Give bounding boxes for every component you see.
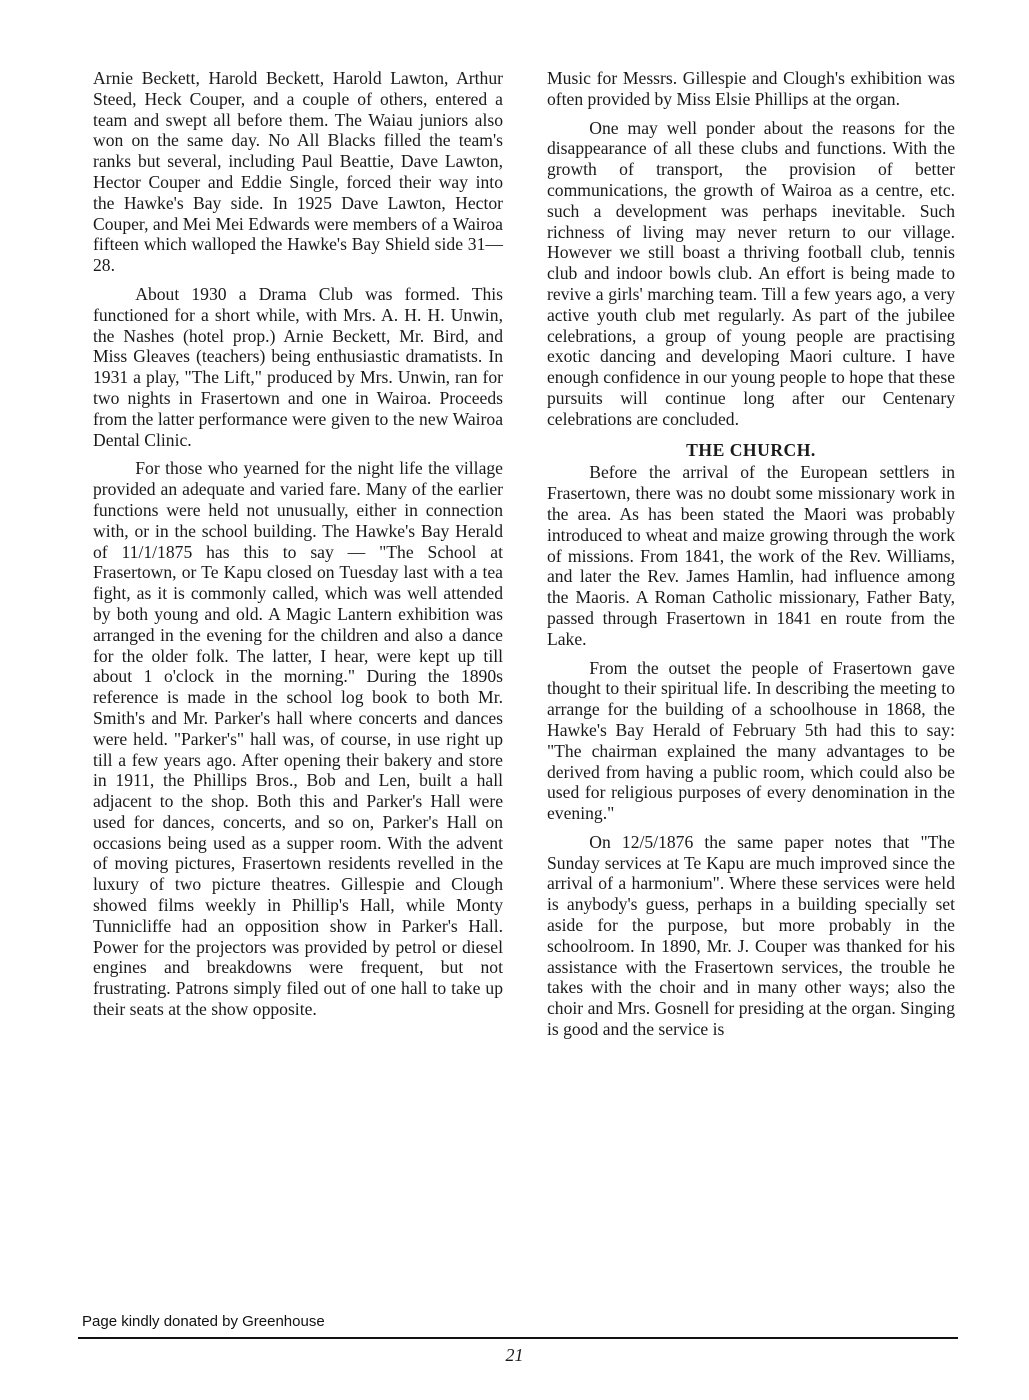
page-number: 21 [505,1345,524,1365]
left-column [93,68,503,1020]
paragraph-sunday-services: On 12/5/1876 the same paper notes that "The Sunday services at Te Kapu are much improved since the arrival of a harmonium". Where these services were held is anybody's guess, perhaps in a building specially set aside for the purpose, but more probably in the schoolroom. In 1890, Mr. J. Couper was thanked for his assistance with the Frasertown services, the trouble he takes with the choir and in many other ways; also the choir and Mrs. Gosnell for presiding at the organ. Singing is good and the service is [547,831,955,1040]
sponsor-note: Page kindly donated by Greenhouse [82,1313,325,1330]
paragraph-clubs: One may well ponder about the reasons for the disappearance of all these clubs and functions. With the growth of transport, the provision of better communications, the growth of Wairoa as a centre, etc. such a development was perhaps inevitable. Such richness of living may never return to our village. However we still boast a thriving football club, tennis club and indoor bowls club. An effort is being made to revive a girls' marching team. Till a few years ago, a very active youth club met regularly. As part of the jubilee celebrations, a group of young people are practising exotic dancing and developing Maori culture. I have enough confidence in our young people to hope that these pursuits will continue long after our Centenary celebrations are concluded. [547,117,955,429]
paragraph-music: Music for Messrs. Gillespie and Clough's exhibition was often provided by Miss Elsie Phillips at the organ. [547,68,955,109]
paragraph-rugby: Arnie Beckett, Harold Beckett, Harold Lawton, Arthur Steed, Heck Couper, and a couple of others, entered a team and swept all before them. The Waiau juniors also won on the same day. No All Blacks filled the team's ranks but several, including Paul Beattie, Dave Lawton, Hector Couper and Eddie Single, forced their way into the Hawke's Bay side. In 1925 Dave Lawton, Hector Couper, and Mei Mei Edwards were members of a Wairoa fifteen which walloped the Hawke's Bay Shield side 31—28. [93,68,503,276]
paragraph-missionary: Before the arrival of the European settlers in Frasertown, there was no doubt some missionary work in the area. As has been stated the Maori was probably introduced to wheat and maize growing through the work of missions. From 1841, the work of the Rev. Williams, and later the Rev. James Hamlin, had influence among the Maoris. A Roman Catholic missionary, Father Baty, passed through Frasertown in 1841 en route from the Lake. [547,462,955,649]
paragraph-drama-club: About 1930 a Drama Club was formed. This functioned for a short while, with Mrs. A. H. H. Unwin, the Nashes (hotel prop.) Arnie Beckett, Mr. Bird, and Miss Gleaves (teachers) being enthusiastic dramatists. In 1931 a play, "The Lift," produced by Mrs. Unwin, ran for two nights in Frasertown and one in Wairoa. Proceeds from the latter performance were given to the new Wairoa Dental Clinic. [93,283,503,450]
paragraph-night-life: For those who yearned for the night life the village provided an adequate and varied fare. Many of the earlier functions were held not unusually, either in connection with, or in the school building. The Hawke's Bay Herald of 11/1/1875 has this to say — "The School at Frasertown, or Te Kapu closed on Tuesday last with a tea fight, as it is commonly called, which was well attended by both young and old. A Magic Lantern exhibition was arranged in the evening for the children and also a dance for the older folk. The latter, I hear, were kept up till about 1 o'clock in the morning." During the 1890s reference is made in the school log book to both Mr. Smith's and Mr. Parker's hall where concerts and dances were held. "Parker's" hall was, of course, in use right up till a few years ago. After opening their bakery and store in 1911, the Phillips Bros., Bob and Len, built a hall adjacent to the shop. Both this and Parker's Hall were used for dances, concerts, and so on, Parker's Hall on occasions being used as a supper room. With the advent of moving pictures, Frasertown residents revelled in the luxury of two picture theatres. Gillespie and Clough showed films weekly in Phillip's Hall, while Monty Tunnicliffe had an opposition show in Parker's Hall. Power for the projectors was provided by petrol or diesel engines and breakdowns were frequent, but not frustrating. Patrons simply filed out of one hall to take up their seats at the show opposite. [93,458,503,1020]
right-column [547,68,955,1040]
section-heading-church: THE CHURCH. [686,439,816,460]
footer-divider [78,1337,958,1339]
paragraph-spiritual-life: From the outset the people of Frasertown gave thought to their spiritual life. In describing the meeting to arrange for the building of a schoolhouse in 1868, the Hawke's Bay Herald of February 5th had this to say: "The chairman explained the many advantages to be derived from having a public room, which could also be used for religious purposes of every denomination in the evening." [547,657,955,824]
